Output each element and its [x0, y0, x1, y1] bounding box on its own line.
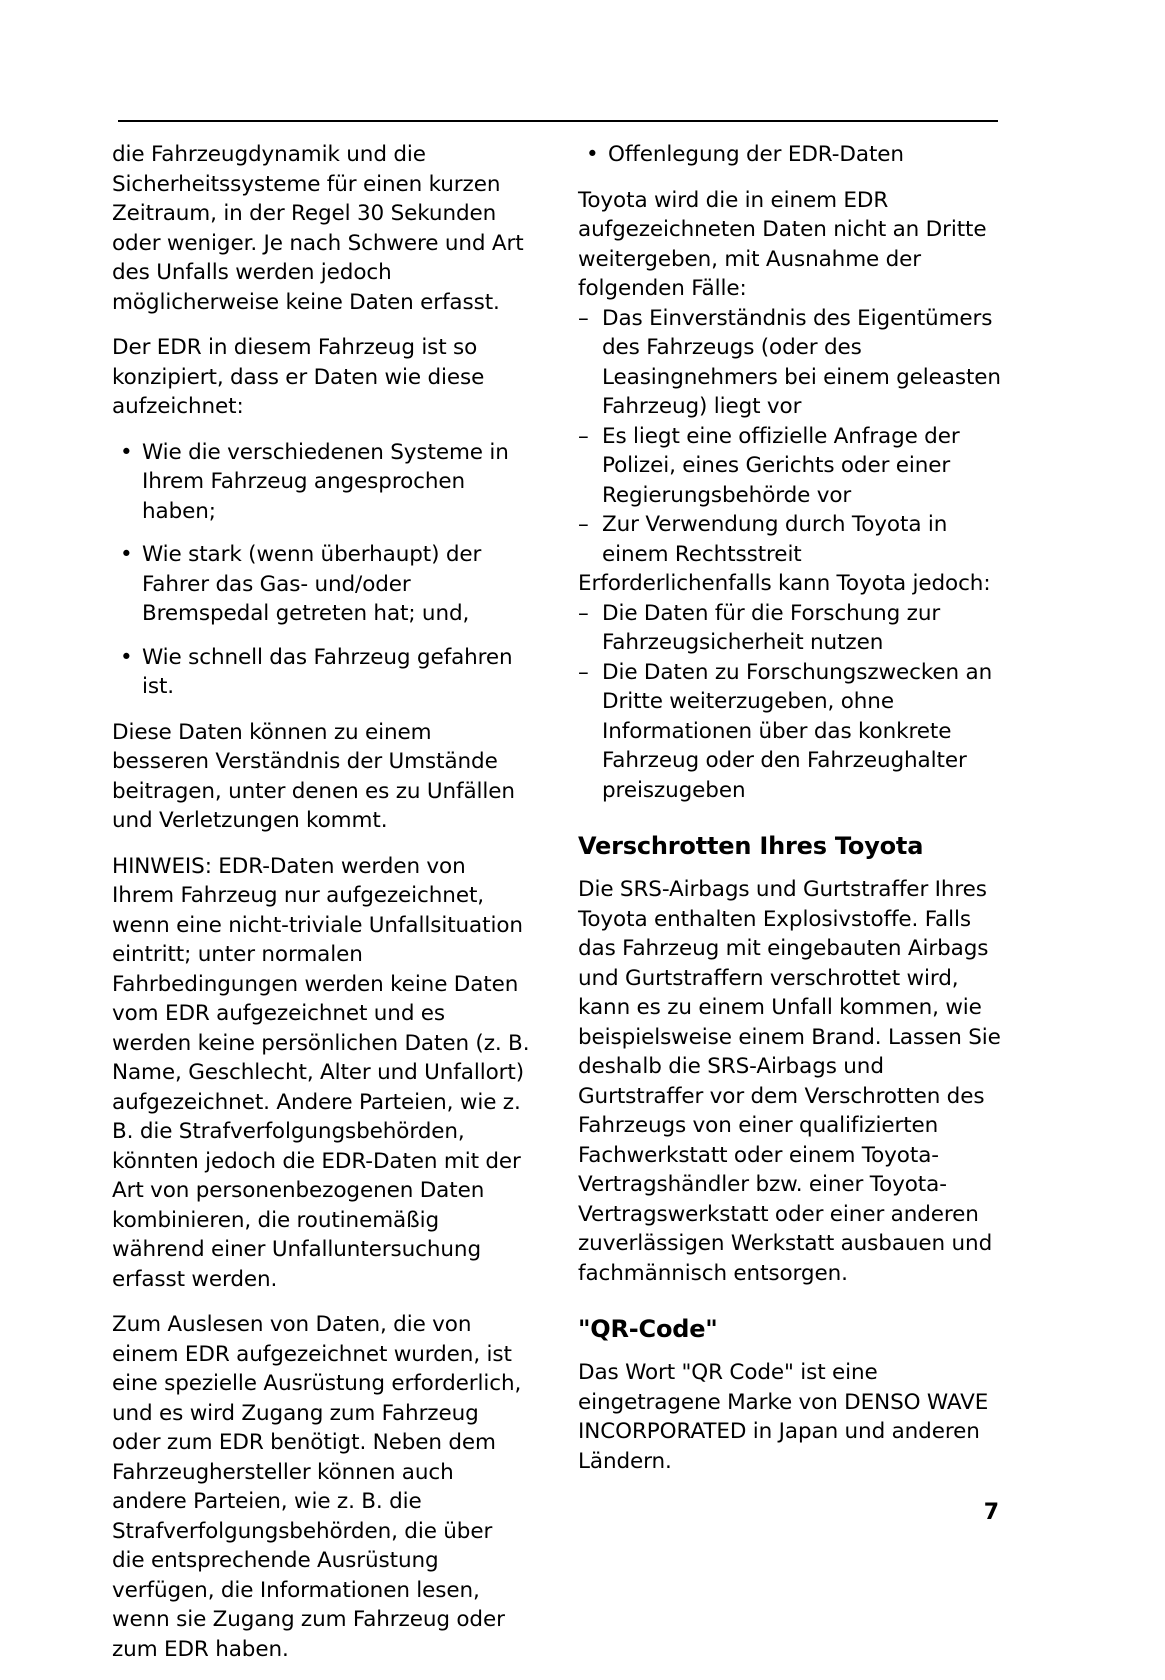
list-item-label: Wie stark (wenn überhaupt) der Fahrer das Gas- und/oder Bremspedal getreten hat; und,	[142, 542, 482, 626]
right-column	[578, 140, 1008, 1680]
bullet-icon: •	[120, 439, 133, 465]
bullet-icon: •	[120, 542, 133, 567]
paragraph-better-understanding: Diese Daten können zu einem besseren Verständnis der Umstände beitragen, unter denen es zu Unfällen und Verletzungen kommt.	[112, 719, 515, 833]
list-item	[112, 438, 530, 527]
paragraph-edr-design: Der EDR in diesem Fahrzeug ist so konzipiert, dass er Daten wie diese aufzeichnet:	[112, 335, 485, 419]
list-item	[578, 422, 1008, 511]
list-item-label: Die Daten zu Forschungszwecken an Dritte weiterzugeben, ohne Informationen über das konkrete Fahrzeug oder den Fahrzeughalter preiszugeben	[602, 659, 993, 803]
list-item	[578, 304, 1008, 422]
left-column	[112, 140, 530, 1680]
bullet-icon: •	[586, 142, 599, 167]
list-item	[112, 643, 530, 702]
two-column-body	[112, 140, 1012, 1680]
exceptions-list	[578, 304, 1008, 570]
list-item	[578, 599, 1008, 658]
dash-icon: –	[578, 305, 589, 331]
paragraph-qr-code-body: Das Wort "QR Code" ist eine eingetragene Marke von DENSO WAVE INCORPORATED in Japan und anderen Ländern.	[578, 1360, 989, 1474]
dash-icon: –	[578, 600, 589, 626]
bullet-icon: •	[120, 644, 133, 670]
list-item	[578, 658, 1008, 806]
paragraph-data-retrieval: Zum Auslesen von Daten, die von einem EDR aufgezeichnet wurden, ist eine spezielle Ausrüstung erforderlich, und es wird Zugang zum Fahrzeug oder zum EDR benötigt. Neben dem Fahrzeughersteller können auch andere Parteien, wie z. B. die Strafverfolgungsbehörden, die über die entsprechende Ausrüstung verfügen, die Informationen lesen, wenn sie Zugang zum Fahrzeug oder zum EDR haben.	[112, 1312, 522, 1662]
dash-icon: –	[578, 659, 589, 685]
list-item	[112, 540, 530, 629]
edr-records-list	[112, 438, 530, 702]
list-item-label: Es liegt eine offizielle Anfrage der Polizei, eines Gerichts oder einer Regierungsbehörde vor	[602, 423, 960, 508]
list-item	[578, 510, 1008, 569]
list-item-label: Die Daten für die Forschung zur Fahrzeugsicherheit nutzen	[602, 600, 941, 655]
list-item	[578, 140, 1008, 170]
list-item-label: Offenlegung der EDR-Daten	[608, 142, 904, 167]
section-heading-qr-code: "QR-Code"	[578, 1315, 718, 1343]
paragraph-hinweis: HINWEIS: EDR-Daten werden von Ihrem Fahrzeug nur aufgezeichnet, wenn eine nicht-triviale Unfallsituation eintritt; unter normalen Fahrbedingungen werden keine Daten vom EDR aufgezeichnet und es werden keine persönlichen Daten (z. B. Name, Geschlecht, Alter und Unfallort) aufgezeichnet. Andere Parteien, wie z. B. die Strafverfolgungsbehörden, könnten jedoch die EDR-Daten mit der Art von personenbezogenen Daten kombinieren, die routinemäßig während einer Unfalluntersuchung erfasst werden.	[112, 853, 530, 1292]
dash-icon: –	[578, 423, 589, 449]
paragraph-vehicle-dynamics: die Fahrzeugdynamik und die Sicherheitssysteme für einen kurzen Zeitraum, in der Regel 30 Sekunden oder weniger. Je nach Schwere und Art des Unfalls werden jedoch möglicherweise keine Daten erfasst.	[112, 142, 524, 315]
disclosure-list	[578, 140, 1008, 170]
header-rule	[118, 120, 998, 122]
list-item-label: Zur Verwendung durch Toyota in einem Rechtsstreit	[602, 512, 948, 567]
list-item-label: Wie die verschiedenen Systeme in Ihrem Fahrzeug angesprochen haben;	[142, 439, 509, 524]
paragraph-disclosure-body: Toyota wird die in einem EDR aufgezeichneten Daten nicht an Dritte weitergeben, mit Ausnahme der folgenden Fälle:	[578, 187, 987, 301]
section-heading-scrapping: Verschrotten Ihres Toyota	[578, 832, 924, 860]
list-item-label: Das Einverständnis des Eigentümers des Fahrzeugs (oder des Leasingnehmers bei einem geleasten Fahrzeug) liegt vor	[602, 305, 1001, 419]
list-item-label: Wie schnell das Fahrzeug gefahren ist.	[142, 644, 513, 699]
paragraph-scrapping-body: Die SRS-Airbags und Gurtstraffer Ihres Toyota enthalten Explosivstoffe. Falls das Fahrzeug mit eingebauten Airbags und Gurtstraffern verschrottet wird, kann es zu einem Unfall kommen, wie beispielsweise einem Brand. Lassen Sie deshalb die SRS-Airbags und Gurtstraffer vor dem Verschrotten des Fahrzeugs von einer qualifizierten Fachwerkstatt oder einem Toyota-Vertragshändler bzw. einer Toyota-Vertragswerkstatt oder einer anderen zuverlässigen Werkstatt ausbauen und fachmännisch entsorgen.	[578, 877, 1001, 1286]
paragraph-however-intro: Erforderlichenfalls kann Toyota jedoch:	[578, 571, 991, 596]
however-list	[578, 599, 1008, 806]
dash-icon: –	[578, 512, 589, 537]
page-number: 7	[983, 1500, 999, 1525]
